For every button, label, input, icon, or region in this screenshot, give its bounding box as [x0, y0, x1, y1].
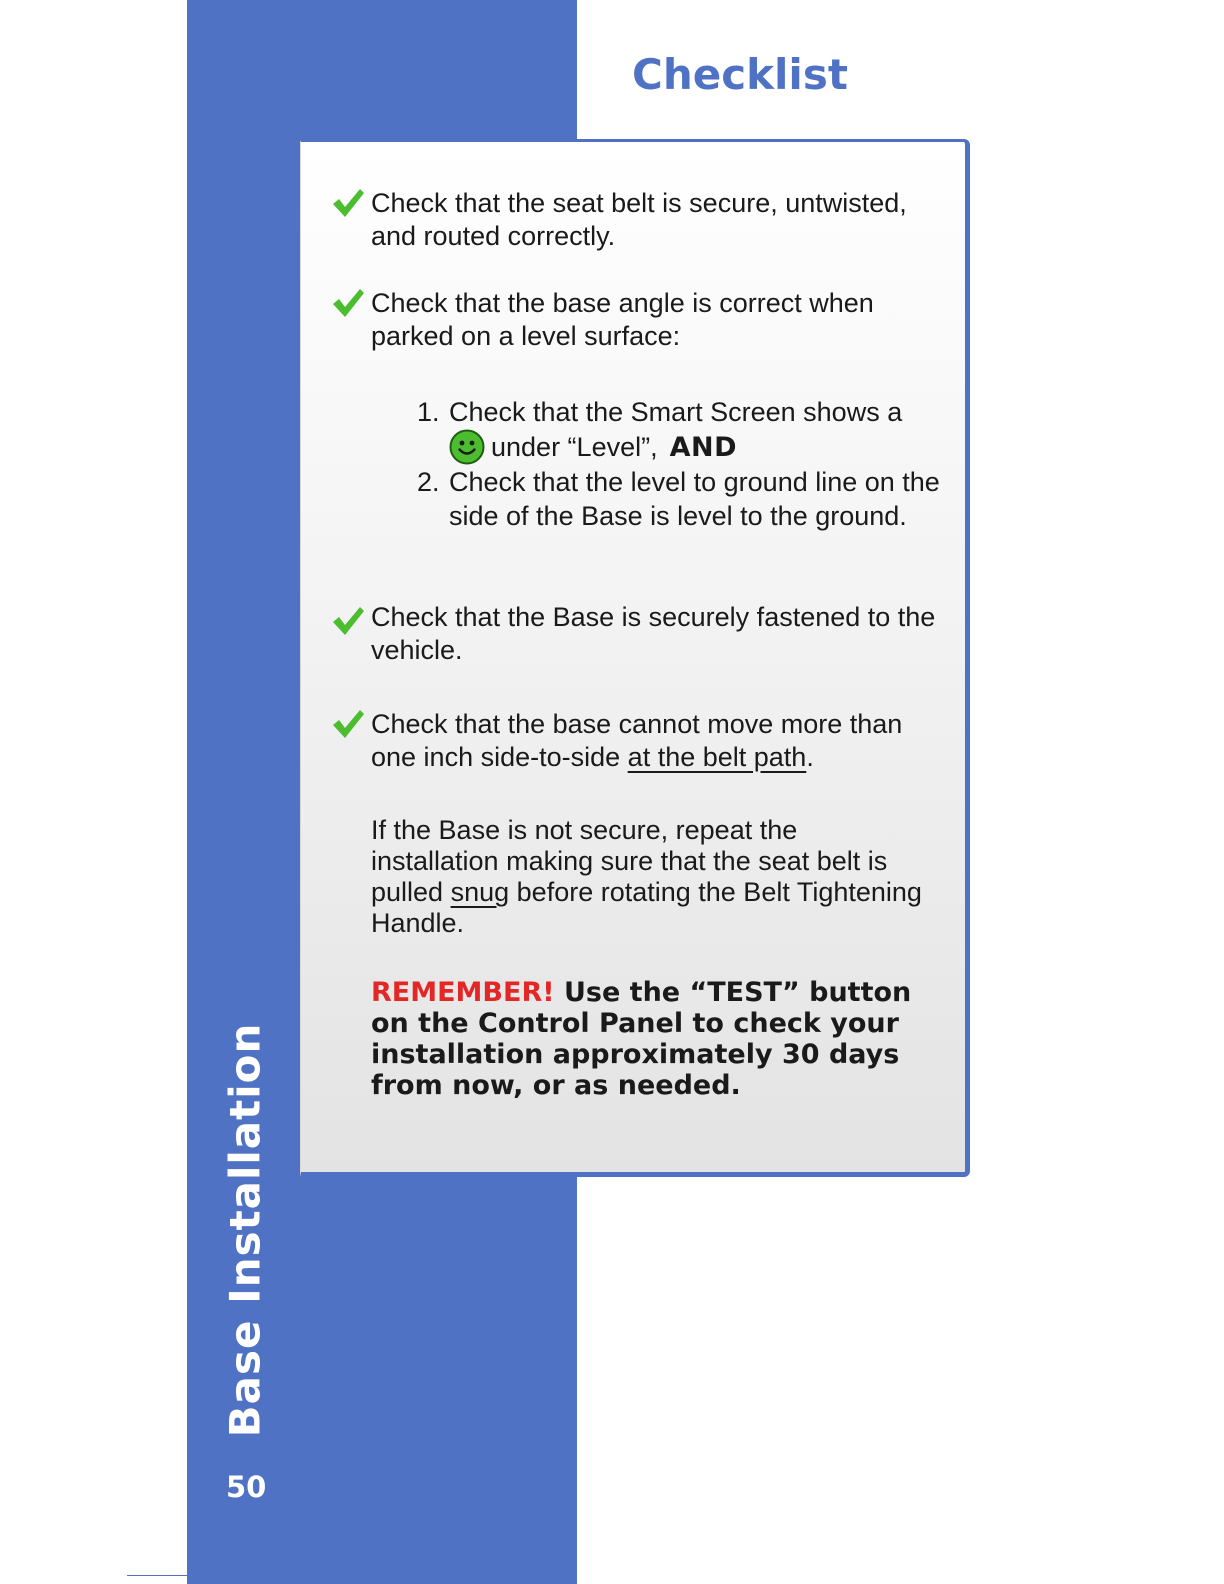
checklist-item-text: Check that the base angle is correct when parked on a level surface:	[371, 288, 874, 351]
checklist-item-text	[371, 708, 951, 774]
step-number: 1.	[417, 397, 440, 427]
snug-underline: snug	[450, 877, 510, 907]
step-text: Check that the Smart Screen shows a	[449, 397, 903, 427]
smiley-face-icon	[449, 429, 485, 465]
note-text-end: before rotating the Belt Tightening Handle.	[371, 877, 922, 938]
checklist-item-text: Check that the seat belt is secure, untwisted, and routed correctly.	[371, 188, 907, 251]
and-emphasis: AND	[669, 432, 737, 463]
step-1	[417, 395, 947, 465]
note-text-start: If the Base is not secure, repeat the installation making sure that the seat belt is pulled	[371, 815, 888, 907]
footer-rule	[127, 1575, 267, 1576]
item-text-start: Check that the base cannot move more than one inch side-to-side	[371, 709, 903, 772]
section-label: Base Installation	[220, 1022, 270, 1438]
step-2	[417, 465, 947, 533]
step-number: 2.	[417, 467, 440, 497]
item-text-end: .	[806, 742, 814, 772]
step-text: Check that the level to ground line on the side of the Base is level to the ground.	[449, 467, 940, 531]
remember-body: Use the “TEST” button on the Control Panel to check your installation approximately 30 days from now, or as needed.	[371, 977, 912, 1101]
checkmark-icon	[331, 287, 365, 319]
remember-label: REMEMBER!	[371, 977, 555, 1008]
page-title: Checklist	[632, 50, 848, 99]
belt-path-underline: at the belt path	[627, 742, 807, 772]
checklist-card	[300, 139, 970, 1177]
checklist-item-text: Check that the Base is securely fastened to the vehicle.	[371, 602, 936, 665]
resecure-note	[371, 815, 931, 939]
reminder-text	[371, 977, 931, 1101]
step-text: under “Level”,	[491, 432, 658, 462]
checkmark-icon	[331, 187, 365, 219]
page-number: 50	[226, 1470, 267, 1504]
checkmark-icon	[331, 708, 365, 740]
checkmark-icon	[331, 605, 365, 637]
level-steps-list	[417, 395, 947, 533]
